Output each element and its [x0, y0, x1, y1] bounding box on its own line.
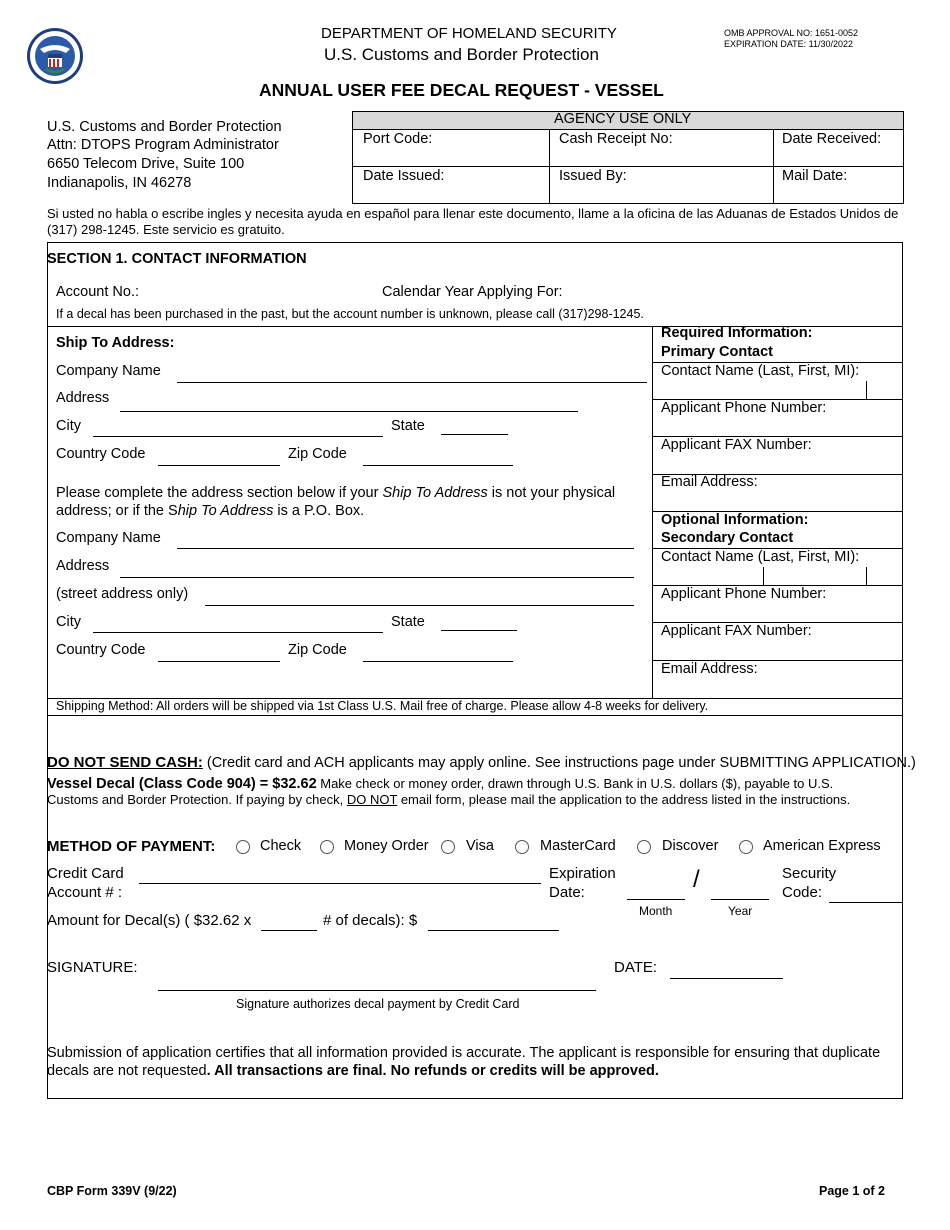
mailing-address-line-3: 6650 Telecom Drive, Suite 100 [47, 156, 245, 172]
phys-city-input[interactable] [95, 614, 381, 631]
secondary-contact-name-input[interactable] [658, 567, 760, 584]
cash-receipt-label: Cash Receipt No: [559, 131, 673, 147]
physical-address-note: Please complete the address section below if your Ship To Address is not your physical address; or if the Ship To Address is a P.O. Box. [56, 485, 616, 519]
payment-instructions: Vessel Decal (Class Code 904) = $32.62 Make check or money order, drawn through U.S. Bank in U.S. dollars ($), payable to U.S. Customs and Border Protection. If paying by check, DO NOT email form, please mail the application to the address listed in the instructions. [47, 776, 851, 807]
month-caption: Month [639, 904, 673, 918]
phys-city-label: City [56, 614, 81, 630]
ship-address-label: Address [56, 390, 110, 406]
dhs-seal-icon [26, 27, 84, 85]
primary-phone-label: Applicant Phone Number: [661, 400, 827, 416]
section-1-title: SECTION 1. CONTACT INFORMATION [47, 251, 307, 267]
radio-mastercard[interactable] [515, 840, 529, 854]
primary-phone-input[interactable] [658, 418, 898, 435]
mail-date-label: Mail Date: [782, 168, 848, 184]
exp-month-input[interactable] [629, 880, 683, 898]
expiration-label-1: Expiration [549, 865, 616, 882]
date-issued-label: Date Issued: [363, 168, 445, 184]
secondary-contact-name-label: Contact Name (Last, First, MI): [661, 549, 860, 565]
signature-note: Signature authorizes decal payment by Credit Card [236, 997, 520, 1011]
decal-count-label: # of decals): $ [323, 912, 418, 929]
ship-company-input[interactable] [179, 364, 645, 381]
spanish-notice: Si usted no habla o escribe ingles y necesita ayuda en español para llenar este documento, llame a la oficina de las Aduanas de Estados Unidos de (317) 298-1245. Este servicio es gratuito. [47, 206, 899, 237]
mailing-address-line-4: Indianapolis, IN 46278 [47, 175, 192, 191]
page-number: Page 1 of 2 [819, 1184, 885, 1198]
expiration-date: EXPIRATION DATE: 11/30/2022 [724, 39, 854, 49]
exp-slash: / [693, 866, 700, 893]
security-code-label-1: Security [782, 865, 837, 882]
calendar-year-label: Calendar Year Applying For: [382, 284, 563, 300]
security-code-input[interactable] [831, 883, 901, 901]
vessel-decal-price: Vessel Decal (Class Code 904) = $32.62 [47, 776, 317, 792]
phys-address-input[interactable] [122, 559, 632, 576]
do-not-send-cash-line: DO NOT SEND CASH: (Credit card and ACH applicants may apply online. See instructions page under SUBMITTING APPLICATION.) [47, 754, 916, 771]
primary-contact-name-input[interactable] [658, 381, 863, 398]
primary-email-input[interactable] [658, 492, 898, 509]
phys-zip-code-input[interactable] [365, 643, 511, 660]
radio-american-express[interactable] [739, 840, 753, 854]
ship-city-label: City [56, 418, 81, 434]
expiration-label-2: Date: [549, 884, 585, 901]
phys-company-label: Company Name [56, 530, 161, 546]
ship-city-input[interactable] [95, 418, 381, 435]
method-visa-label: Visa [466, 838, 494, 854]
mailing-address-line-1: U.S. Customs and Border Protection [47, 119, 282, 135]
phys-state-input[interactable] [443, 612, 515, 629]
ship-state-label: State [391, 418, 425, 434]
primary-fax-input[interactable] [658, 455, 898, 472]
form-title: ANNUAL USER FEE DECAL REQUEST - VESSEL [259, 80, 664, 100]
radio-money-order[interactable] [320, 840, 334, 854]
secondary-optional-title: Optional Information: [661, 512, 809, 528]
ship-zip-code-label: Zip Code [288, 446, 347, 462]
mailing-address-line-2: Attn: DTOPS Program Administrator [47, 137, 279, 153]
phys-state-label: State [391, 614, 425, 630]
date-input[interactable] [672, 959, 781, 977]
ship-state-input[interactable] [443, 416, 506, 433]
method-check-label: Check [260, 838, 302, 854]
account-no-label: Account No.: [56, 284, 140, 300]
agency-use-header: AGENCY USE ONLY [554, 111, 692, 127]
cc-account-label-2: Account # : [47, 884, 123, 901]
phys-country-code-input[interactable] [160, 643, 278, 660]
ship-address-input[interactable] [122, 393, 576, 410]
ship-company-label: Company Name [56, 363, 161, 379]
secondary-phone-input[interactable] [658, 604, 898, 621]
calendar-year-input[interactable] [582, 282, 702, 300]
primary-contact-name-label: Contact Name (Last, First, MI): [661, 363, 860, 379]
secondary-phone-label: Applicant Phone Number: [661, 586, 827, 602]
form-number: CBP Form 339V (9/22) [47, 1184, 177, 1198]
phys-zip-code-label: Zip Code [288, 642, 347, 658]
account-no-input[interactable] [150, 282, 370, 300]
shipping-method-note: Shipping Method: All orders will be shipped via 1st Class U.S. Mail free of charge. Please allow 4-8 weeks for delivery. [56, 699, 709, 713]
method-amex-label: American Express [763, 838, 881, 854]
phys-company-input[interactable] [179, 530, 632, 547]
security-code-label-2: Code: [782, 884, 823, 901]
ship-to-title: Ship To Address: [56, 335, 175, 351]
secondary-email-input[interactable] [658, 679, 898, 696]
method-mastercard-label: MasterCard [540, 838, 616, 854]
radio-visa[interactable] [441, 840, 455, 854]
decal-account-note: If a decal has been purchased in the past, but the account number is unknown, please call (317)298-1245. [56, 307, 644, 321]
phys-street-input[interactable] [207, 587, 632, 604]
primary-contact-title: Primary Contact [661, 344, 774, 360]
date-label: DATE: [614, 959, 658, 976]
cc-account-label-1: Credit Card [47, 865, 124, 882]
decal-count-input[interactable] [263, 911, 315, 929]
exp-year-input[interactable] [713, 880, 767, 898]
phys-address-label: Address [56, 558, 110, 574]
secondary-fax-input[interactable] [658, 641, 898, 658]
payment-section-box [47, 715, 903, 1099]
amount-label: Amount for Decal(s) ( $32.62 x [47, 912, 252, 929]
method-of-payment-label: METHOD OF PAYMENT: [47, 838, 216, 855]
method-money-order-label: Money Order [344, 838, 429, 854]
radio-discover[interactable] [637, 840, 651, 854]
agency-name: U.S. Customs and Border Protection [324, 45, 599, 64]
port-code-label: Port Code: [363, 131, 433, 147]
secondary-contact-title: Secondary Contact [661, 530, 794, 546]
phys-country-code-label: Country Code [56, 642, 146, 658]
ship-country-code-label: Country Code [56, 446, 146, 462]
cc-account-input[interactable] [141, 864, 539, 882]
method-discover-label: Discover [662, 838, 719, 854]
ship-country-code-input[interactable] [160, 447, 278, 464]
signature-label: SIGNATURE: [47, 959, 138, 976]
amount-total-input[interactable] [430, 911, 557, 929]
certification-text: Submission of application certifies that all information provided is accurate. The applicant is responsible for ensuring that duplicate decals are not requested. All transactions are final. No refunds or credits will be approved. [47, 1045, 881, 1079]
secondary-email-label: Email Address: [661, 661, 758, 677]
department-name: DEPARTMENT OF HOMELAND SECURITY [321, 25, 617, 42]
primary-fax-label: Applicant FAX Number: [661, 437, 812, 453]
date-received-label: Date Received: [782, 131, 882, 147]
ship-zip-code-input[interactable] [365, 447, 511, 464]
issued-by-label: Issued By: [559, 168, 627, 184]
radio-check[interactable] [236, 840, 250, 854]
do-not-send-cash: DO NOT SEND CASH: [47, 754, 203, 771]
secondary-fax-label: Applicant FAX Number: [661, 623, 812, 639]
omb-approval: OMB APPROVAL NO: 1651-0052 [724, 28, 859, 38]
primary-required-title: Required Information: [661, 325, 813, 341]
signature-input[interactable] [160, 971, 594, 989]
phys-street-only-label: (street address only) [56, 586, 189, 602]
year-caption: Year [728, 904, 753, 918]
primary-email-label: Email Address: [661, 474, 758, 490]
